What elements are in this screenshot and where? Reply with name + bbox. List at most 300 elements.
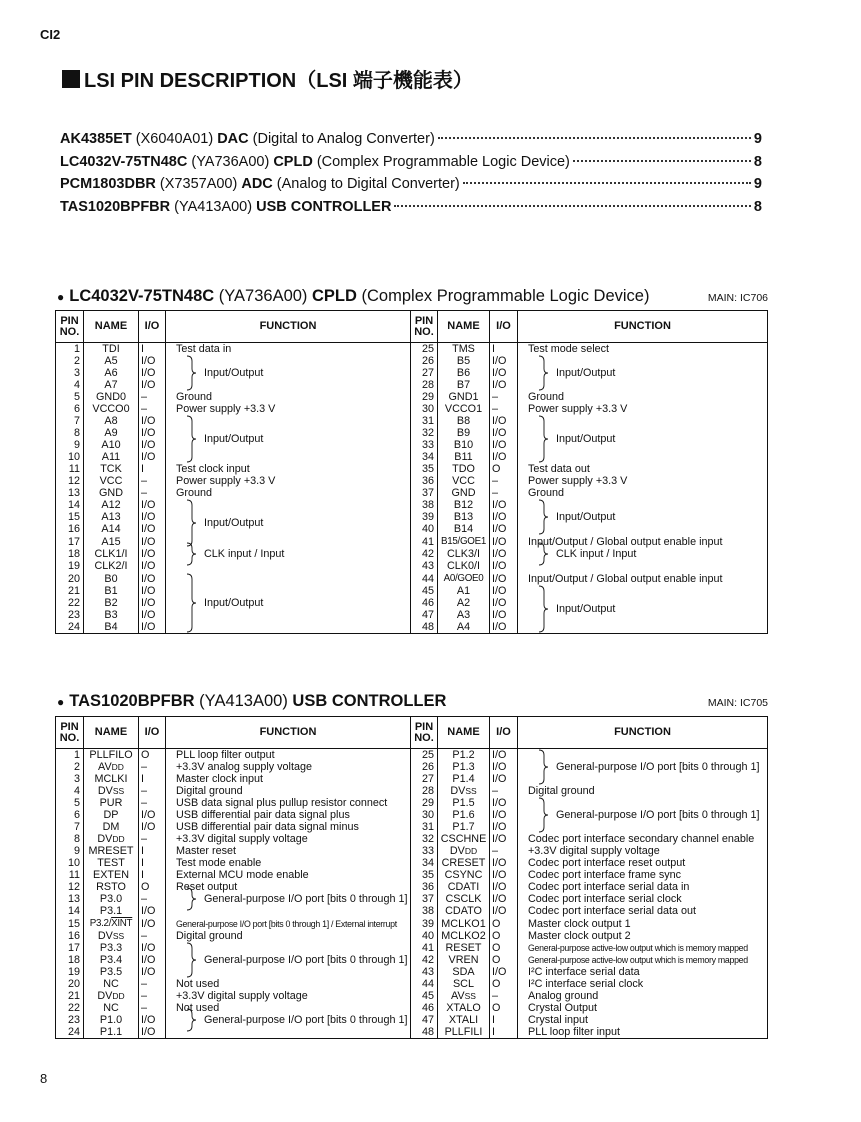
pin-function-text: Digital ground [176, 785, 243, 797]
pin-function-text: USB differential pair data signal plus [176, 809, 350, 821]
pin-name [438, 881, 490, 893]
pin-io: I [139, 773, 166, 785]
pin-number: 26 [411, 355, 438, 367]
pin-name [438, 427, 490, 439]
table-row [56, 487, 768, 499]
pin-function-text: Test clock input [176, 463, 250, 475]
pin-name [438, 942, 490, 954]
pin-function [166, 427, 411, 439]
pin-name-text: GND0 [96, 391, 126, 403]
pin-name-text: A4 [456, 621, 471, 633]
pin-function [166, 821, 411, 833]
page-title [62, 64, 473, 93]
usb-main-ref: MAIN: IC705 [707, 697, 768, 709]
pin-io: I/O [490, 379, 518, 391]
pin-function [518, 391, 768, 403]
pin-name-text: B12 [453, 499, 474, 511]
pin-function [166, 845, 411, 857]
pin-name [438, 893, 490, 905]
pin-name [84, 761, 139, 773]
pin-function-text: Digital ground [528, 785, 595, 797]
leader-dots [438, 137, 751, 139]
pin-function [518, 1026, 768, 1039]
pin-io: I/O [490, 621, 518, 634]
pin-number: 20 [56, 572, 84, 585]
pin-io: I/O [490, 523, 518, 535]
pin-number: 32 [411, 427, 438, 439]
pin-io: I/O [490, 797, 518, 809]
pin-number: 38 [411, 499, 438, 511]
pin-name [84, 942, 139, 954]
pin-function [166, 954, 411, 966]
pin-function [518, 1002, 768, 1014]
pin-function [518, 905, 768, 917]
pin-number: 21 [56, 990, 84, 1002]
table-row [56, 942, 768, 954]
leader-dots [463, 182, 751, 184]
pin-name [84, 857, 139, 869]
pin-io: – [139, 990, 166, 1002]
pin-name [84, 487, 139, 499]
pin-number: 46 [411, 1002, 438, 1014]
cpld-code: (YA736A00) [214, 287, 313, 305]
pin-name-text: A10 [101, 439, 121, 451]
pin-name-text: P3.5 [99, 966, 123, 978]
pin-name-text: NC [103, 1002, 119, 1014]
pin-name [438, 954, 490, 966]
pin-number: 23 [56, 1014, 84, 1026]
table-header [56, 717, 768, 749]
pin-function [166, 1026, 411, 1039]
grouped-function-label: General-purpose I/O port [bits 0 through 1] [556, 761, 760, 773]
pin-function [166, 881, 411, 893]
table-row [56, 475, 768, 487]
leader-dots [394, 205, 750, 207]
pin-function-text: +3.3V digital supply voltage [528, 845, 660, 857]
pin-name-text: B2 [104, 597, 118, 609]
grouped-function-label: General-purpose I/O port [bits 0 through 1] [204, 1014, 408, 1026]
pin-name-text: P1.0 [99, 1014, 123, 1026]
pin-function [518, 930, 768, 942]
pin-number: 41 [411, 942, 438, 954]
pin-name-text: A11 [101, 451, 121, 463]
pin-function [166, 379, 411, 391]
pin-name [438, 869, 490, 881]
pin-number: 27 [411, 773, 438, 785]
pin-function [518, 560, 768, 572]
pin-name-text: P3.0 [99, 893, 123, 905]
table-row [56, 511, 768, 523]
pin-function-text: Ground [176, 391, 213, 403]
pin-name [438, 797, 490, 809]
pin-function [518, 572, 768, 585]
pin-name [438, 1026, 490, 1039]
pin-number: 19 [56, 560, 84, 572]
pin-name-text: TDI [102, 343, 120, 355]
pin-number: 37 [411, 893, 438, 905]
pin-function [166, 523, 411, 535]
pin-name [84, 881, 139, 893]
pin-function-text: Master clock input [176, 773, 264, 785]
pin-name [84, 785, 139, 797]
pin-io: I/O [139, 821, 166, 833]
toc-text: (X6040A01) [131, 131, 218, 147]
pin-number: 18 [56, 548, 84, 560]
pin-io: I/O [139, 451, 166, 463]
pin-number: 11 [56, 463, 84, 475]
pin-function-text: Codec port interface reset output [528, 857, 686, 869]
pin-name [84, 809, 139, 821]
pin-name-text: A13 [101, 511, 121, 523]
pin-name [438, 511, 490, 523]
pin-function [518, 785, 768, 797]
pin-io: I/O [139, 1014, 166, 1026]
pin-number: 29 [411, 797, 438, 809]
pin-io: I/O [139, 572, 166, 585]
pin-name [84, 773, 139, 785]
pin-function [166, 609, 411, 621]
pin-function-text: Test data out [528, 463, 590, 475]
pin-name-text: A5 [104, 355, 118, 367]
pin-io: I/O [139, 427, 166, 439]
pin-function-text: +3.3V digital supply voltage [176, 990, 308, 1002]
pin-io: O [490, 1002, 518, 1014]
pin-io: – [139, 391, 166, 403]
pin-label: PIN [60, 720, 79, 733]
pin-io: I/O [490, 367, 518, 379]
square-bullet-icon [62, 70, 80, 88]
io-header: I/O [490, 717, 518, 749]
pin-number: 21 [56, 585, 84, 597]
pin-io: I [139, 857, 166, 869]
pin-function [166, 499, 411, 529]
pin-number: 43 [411, 560, 438, 572]
pin-function [166, 439, 411, 451]
pin-function-text: Power supply +3.3 V [176, 475, 276, 487]
pin-function [166, 809, 411, 821]
pin-name-text: CDATI [447, 881, 480, 893]
table-row [56, 572, 768, 585]
pin-number: 4 [56, 785, 84, 797]
pin-name-text: CSCHNE [440, 833, 487, 845]
pin-io: I/O [490, 415, 518, 427]
pin-function [166, 391, 411, 403]
pin-name [438, 978, 490, 990]
pin-name-text: P1.7 [452, 821, 475, 833]
pin-function [166, 415, 411, 445]
pin-name [84, 427, 139, 439]
pin-io: I/O [139, 585, 166, 597]
pin-io: – [139, 475, 166, 487]
pin-function [518, 833, 768, 845]
no-label: NO. [414, 731, 434, 744]
pin-number: 23 [56, 609, 84, 621]
toc-page-number: 9 [753, 131, 762, 147]
table-row [56, 451, 768, 463]
pin-function [518, 821, 768, 833]
pin-number: 43 [411, 966, 438, 978]
pin-name [84, 475, 139, 487]
pin-function-text: Ground [528, 391, 565, 403]
pin-function-text: Reset output [176, 881, 238, 893]
grouped-function-label: Input/Output [556, 603, 616, 615]
pin-io: I [490, 343, 518, 356]
pin-io: I/O [490, 761, 518, 773]
pin-name [438, 487, 490, 499]
pin-name [84, 463, 139, 475]
pin-io: I/O [139, 367, 166, 379]
pin-number: 9 [56, 845, 84, 857]
pin-name [438, 761, 490, 773]
function-header: FUNCTION [166, 717, 411, 749]
cpld-type: CPLD [312, 287, 357, 305]
pin-function [518, 1014, 768, 1026]
pin-number: 6 [56, 403, 84, 415]
pin-name [438, 475, 490, 487]
pin-function [166, 403, 411, 415]
pin-name [84, 439, 139, 451]
grouped-function-label: Input/Output [204, 367, 264, 379]
pin-number: 5 [56, 391, 84, 403]
pin-io: I/O [139, 621, 166, 634]
pin-function [518, 511, 768, 523]
toc-entry[interactable] [60, 154, 762, 177]
pin-io: O [490, 954, 518, 966]
pin-name [438, 391, 490, 403]
pin-name-text: CLK3/I [446, 548, 480, 560]
pin-function [166, 1002, 411, 1014]
pin-number: 45 [411, 585, 438, 597]
pin-io: I/O [139, 954, 166, 966]
pin-function [166, 942, 411, 966]
pin-function [518, 990, 768, 1002]
pin-name [84, 954, 139, 966]
pin-number: 48 [411, 621, 438, 634]
toc-page-number: 9 [753, 176, 762, 192]
toc-text: DAC [217, 131, 249, 147]
pin-name-text: TCK [100, 463, 122, 475]
pin-number: 25 [411, 343, 438, 356]
pin-name [84, 499, 139, 511]
pin-name-text: VREN [448, 954, 479, 966]
pin-number: 28 [411, 785, 438, 797]
pin-number: 42 [411, 954, 438, 966]
table-row [56, 797, 768, 809]
table-row [56, 585, 768, 597]
pin-io: I/O [490, 439, 518, 451]
pin-name [438, 355, 490, 367]
pin-name-text: B7 [456, 379, 471, 391]
pin-function-text: Ground [176, 487, 213, 499]
pin-label: PIN [60, 314, 79, 327]
pin-function-text: I²C interface serial clock [528, 978, 644, 990]
pin-name-text: A2 [456, 597, 471, 609]
toc-text: CPLD [273, 153, 313, 170]
pin-name [438, 785, 490, 797]
pin-name [438, 367, 490, 379]
pin-name-text: DVSS [450, 785, 477, 797]
pin-name-text: B15/GOE1 [441, 536, 486, 547]
pin-name [438, 609, 490, 621]
toc-text: (Complex Programmable Logic Device) [312, 153, 570, 170]
pin-name-text: GND [99, 487, 123, 499]
pin-function [166, 761, 411, 773]
table-row [56, 1026, 768, 1039]
table-row [56, 560, 768, 572]
pin-function [518, 869, 768, 881]
pin-name-text: P3.4 [99, 954, 123, 966]
pin-number: 8 [56, 427, 84, 439]
pin-name [84, 1014, 139, 1026]
function-header: FUNCTION [518, 311, 768, 343]
pin-function [518, 621, 768, 634]
cpld-section-heading [57, 287, 768, 306]
pin-name [438, 845, 490, 857]
toc-entry[interactable] [60, 199, 762, 222]
cpld-desc: (Complex Programmable Logic Device) [356, 287, 650, 305]
pin-function-text: I²C interface serial data [528, 966, 640, 978]
pin-name [84, 797, 139, 809]
grouped-function-label: Input/Output [556, 511, 616, 523]
pin-function [518, 523, 768, 535]
pin-function [166, 597, 411, 609]
pin-function-text: Test data in [176, 343, 232, 355]
pin-name [84, 367, 139, 379]
pin-header [411, 717, 438, 749]
pin-number: 1 [56, 343, 84, 356]
pin-io: I [139, 463, 166, 475]
pin-function [166, 621, 411, 634]
pin-name-text: B9 [456, 427, 471, 439]
pin-io: I [139, 845, 166, 857]
pin-io: I/O [139, 560, 166, 572]
pin-name-text: XTALO [446, 1002, 481, 1014]
function-header: FUNCTION [518, 717, 768, 749]
table-row [56, 597, 768, 609]
pin-name [84, 379, 139, 391]
grouped-function-label: Input/Output [556, 433, 616, 445]
pin-function [518, 487, 768, 499]
pin-name [84, 343, 139, 356]
table-row [56, 463, 768, 475]
name-header: NAME [84, 311, 139, 343]
toc-text: (Digital to Analog Converter) [248, 131, 435, 147]
pin-name [84, 451, 139, 463]
pin-number: 34 [411, 451, 438, 463]
leader-dots [573, 160, 751, 162]
pin-name [438, 597, 490, 609]
pin-function-text: Crystal input [528, 1014, 589, 1026]
pin-function [518, 942, 768, 954]
pin-function [518, 535, 768, 548]
pin-io: O [490, 463, 518, 475]
pin-io: – [490, 391, 518, 403]
pin-function [166, 905, 411, 917]
pin-function [518, 966, 768, 978]
pin-name [438, 451, 490, 463]
pin-number: 44 [411, 572, 438, 585]
pin-name [84, 917, 139, 930]
bullet-icon: ● [57, 290, 65, 304]
toc-text: (YA736A00) [187, 153, 274, 170]
pin-number: 15 [56, 917, 84, 930]
pin-number: 19 [56, 966, 84, 978]
pin-number: 2 [56, 761, 84, 773]
pin-number: 41 [411, 535, 438, 548]
pin-io: I/O [139, 499, 166, 511]
pin-name [84, 585, 139, 597]
table-row [56, 1014, 768, 1026]
pin-function [166, 475, 411, 487]
pin-io: I/O [139, 355, 166, 367]
name-header: NAME [84, 717, 139, 749]
grouped-function-label: Input/Output [556, 367, 616, 379]
pin-number: 27 [411, 367, 438, 379]
table-row [56, 785, 768, 797]
pin-number: 26 [411, 761, 438, 773]
table-row [56, 809, 768, 821]
toc-entry[interactable] [60, 176, 762, 199]
pin-io: I/O [490, 821, 518, 833]
no-label: NO. [59, 731, 80, 744]
toc-text: AK4385ET [60, 131, 132, 147]
pin-header [411, 311, 438, 343]
pin-function [518, 585, 768, 615]
name-header: NAME [438, 717, 490, 749]
pin-io: O [490, 978, 518, 990]
pin-function-text: Test mode select [528, 343, 610, 355]
pin-name [84, 597, 139, 609]
pin-name [84, 990, 139, 1002]
pin-name [438, 572, 490, 585]
table-row [56, 761, 768, 773]
pin-io: I/O [139, 966, 166, 978]
pin-function-text: External MCU mode enable [176, 869, 309, 881]
pin-name-text: PLLFILI [444, 1026, 483, 1038]
pin-name-text: AVSS [451, 990, 476, 1002]
pin-function [166, 785, 411, 797]
pin-number: 14 [56, 905, 84, 917]
table-row [56, 355, 768, 367]
table-row [56, 415, 768, 427]
toc-entry[interactable] [60, 131, 762, 154]
pin-number: 24 [56, 621, 84, 634]
pin-name [84, 355, 139, 367]
pin-number: 10 [56, 857, 84, 869]
pin-function [518, 954, 768, 966]
pin-io: – [490, 785, 518, 797]
pin-name [438, 917, 490, 930]
pin-name [84, 415, 139, 427]
pin-name-text: SDA [452, 966, 475, 978]
pin-name-text: CLK2/I [94, 560, 128, 572]
pin-name [438, 773, 490, 785]
table-row [56, 905, 768, 917]
pin-io: I/O [490, 773, 518, 785]
pin-function [518, 609, 768, 621]
pin-io: I/O [139, 942, 166, 954]
table-row [56, 609, 768, 621]
table-row [56, 367, 768, 379]
pin-io: I/O [139, 439, 166, 451]
table-row [56, 535, 768, 548]
pin-function-text: General-purpose active-low output which is memory mapped [528, 943, 748, 953]
pin-number: 42 [411, 548, 438, 560]
pin-number: 6 [56, 809, 84, 821]
pin-number: 15 [56, 511, 84, 523]
pin-name-text: B4 [104, 621, 118, 633]
toc-text: (Analog to Digital Converter) [272, 176, 460, 192]
